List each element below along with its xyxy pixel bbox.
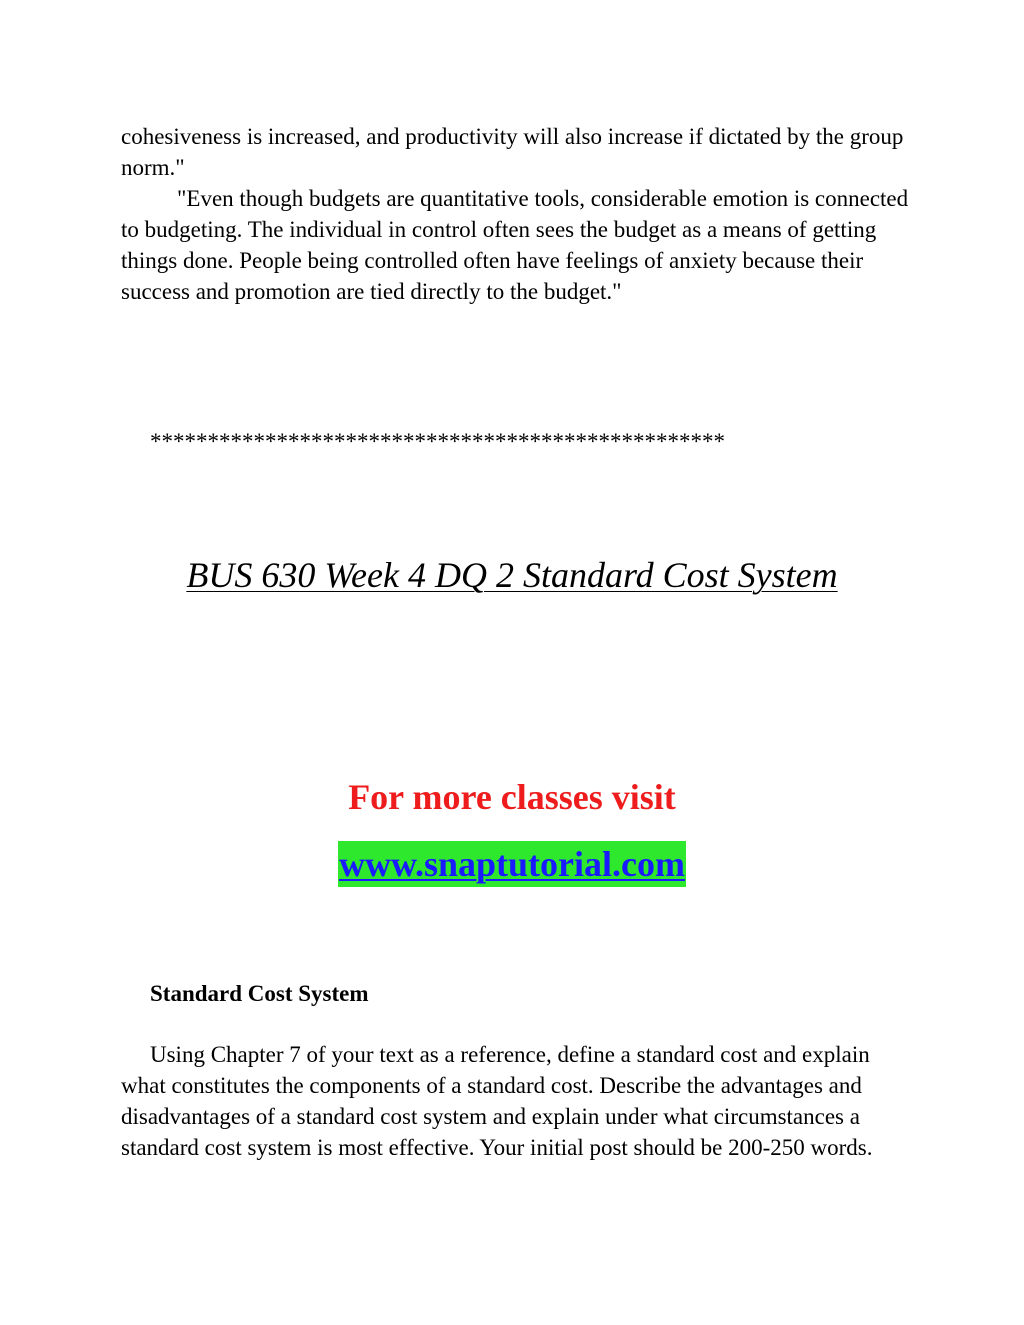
promo-text: For more classes visit <box>348 777 676 817</box>
promo-link-wrapper <box>0 841 1024 887</box>
document-title: BUS 630 Week 4 DQ 2 Standard Cost System <box>186 555 838 595</box>
promo-link[interactable]: www.snaptutorial.com <box>338 841 686 887</box>
intro-paragraph-text: cohesiveness is increased, and productivity will also increase if dictated by the group norm." <box>121 124 904 180</box>
quote-paragraph: "Even though budgets are quantitative tools, considerable emotion is connected to budgeting. The individual in control often sees the budget as a means of getting things done. People being controlled often have feelings of anxiety because their success and promotion are tied directly to the budget." <box>121 186 909 304</box>
separator-line: ************************************************** <box>150 429 725 454</box>
section-heading: Standard Cost System <box>150 981 369 1006</box>
assignment-paragraph <box>121 1039 911 1163</box>
intro-paragraph <box>121 121 911 307</box>
assignment-text: Using Chapter 7 of your text as a reference, define a standard cost and explain what constitutes the components of a standard cost. Describe the advantages and disadvantages of a standard cost system and explain under what circumstances a standard cost system is most effective. Your initial post should be 200-250 words. <box>121 1042 873 1160</box>
